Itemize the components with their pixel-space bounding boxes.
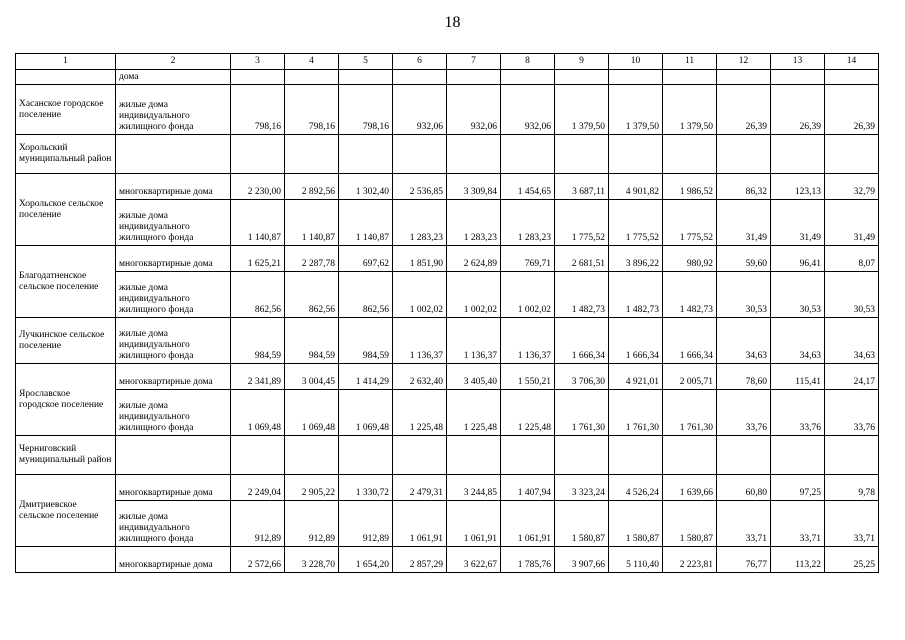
table-row (16, 272, 879, 318)
value-cell (285, 70, 339, 85)
value-cell: 33,71 (771, 501, 825, 547)
value-cell: 1 225,48 (447, 390, 501, 436)
housing-type-cell: многоквартирные дома (116, 246, 231, 272)
value-cell (447, 436, 501, 475)
value-cell: 115,41 (771, 364, 825, 390)
value-cell: 1 140,87 (231, 200, 285, 246)
value-cell: 26,39 (717, 85, 771, 135)
value-cell: 1 986,52 (663, 174, 717, 200)
value-cell: 1 002,02 (393, 272, 447, 318)
table-row (16, 390, 879, 436)
value-cell: 1 666,34 (663, 318, 717, 364)
value-cell: 8,07 (825, 246, 879, 272)
value-cell: 1 061,91 (447, 501, 501, 547)
header-cell: 14 (825, 54, 879, 70)
header-cell: 7 (447, 54, 501, 70)
housing-type-cell: многоквартирные дома (116, 174, 231, 200)
value-cell: 1 283,23 (447, 200, 501, 246)
value-cell (555, 135, 609, 174)
value-cell (339, 436, 393, 475)
value-cell: 2 624,89 (447, 246, 501, 272)
value-cell: 86,32 (717, 174, 771, 200)
settlement-name-cell: Ярославское городское поселение (16, 364, 116, 436)
value-cell: 932,06 (393, 85, 447, 135)
value-cell (231, 135, 285, 174)
housing-type-cell: многоквартирные дома (116, 547, 231, 573)
value-cell (609, 135, 663, 174)
header-cell: 10 (609, 54, 663, 70)
housing-type-cell: жилые дома индивидуального жилищного фонда (116, 390, 231, 436)
table-row (16, 436, 879, 475)
value-cell: 97,25 (771, 475, 825, 501)
value-cell: 1 775,52 (663, 200, 717, 246)
housing-type-cell: многоквартирные дома (116, 364, 231, 390)
table-row (16, 85, 879, 135)
value-cell: 3 622,67 (447, 547, 501, 573)
value-cell: 2 223,81 (663, 547, 717, 573)
value-cell: 78,60 (717, 364, 771, 390)
table-body (16, 70, 879, 573)
table-header (16, 54, 879, 70)
value-cell (339, 135, 393, 174)
value-cell: 1 580,87 (555, 501, 609, 547)
value-cell: 912,89 (231, 501, 285, 547)
value-cell: 34,63 (717, 318, 771, 364)
housing-type-cell: жилые дома индивидуального жилищного фонда (116, 272, 231, 318)
value-cell: 2 681,51 (555, 246, 609, 272)
value-cell: 1 069,48 (285, 390, 339, 436)
value-cell: 1 482,73 (663, 272, 717, 318)
value-cell: 4 526,24 (609, 475, 663, 501)
value-cell: 1 061,91 (393, 501, 447, 547)
value-cell: 3 004,45 (285, 364, 339, 390)
value-cell (825, 436, 879, 475)
value-cell: 798,16 (231, 85, 285, 135)
value-cell: 1 136,37 (501, 318, 555, 364)
value-cell: 1 002,02 (447, 272, 501, 318)
value-cell: 1 069,48 (339, 390, 393, 436)
value-cell: 1 379,50 (663, 85, 717, 135)
value-cell: 1 140,87 (339, 200, 393, 246)
value-cell (339, 70, 393, 85)
value-cell: 59,60 (717, 246, 771, 272)
header-cell: 2 (116, 54, 231, 70)
value-cell (393, 135, 447, 174)
value-cell: 2 287,78 (285, 246, 339, 272)
settlement-name-cell: Хорольский муниципальный район (16, 135, 116, 174)
value-cell (555, 70, 609, 85)
value-cell: 31,49 (771, 200, 825, 246)
value-cell: 9,78 (825, 475, 879, 501)
value-cell: 912,89 (339, 501, 393, 547)
value-cell: 2 479,31 (393, 475, 447, 501)
value-cell: 1 330,72 (339, 475, 393, 501)
value-cell: 1 775,52 (555, 200, 609, 246)
value-cell (231, 70, 285, 85)
value-cell (447, 70, 501, 85)
value-cell: 2 572,66 (231, 547, 285, 573)
table-row (16, 70, 879, 85)
header-cell: 12 (717, 54, 771, 70)
value-cell (663, 436, 717, 475)
value-cell: 96,41 (771, 246, 825, 272)
settlement-name-cell (16, 547, 116, 573)
table-row (16, 200, 879, 246)
value-cell: 2 249,04 (231, 475, 285, 501)
housing-type-cell: жилые дома индивидуального жилищного фонда (116, 85, 231, 135)
value-cell: 862,56 (231, 272, 285, 318)
value-cell: 123,13 (771, 174, 825, 200)
value-cell: 1 654,20 (339, 547, 393, 573)
value-cell: 76,77 (717, 547, 771, 573)
header-cell: 6 (393, 54, 447, 70)
value-cell: 33,76 (825, 390, 879, 436)
header-cell: 9 (555, 54, 609, 70)
table-row (16, 364, 879, 390)
value-cell: 30,53 (825, 272, 879, 318)
value-cell: 33,76 (717, 390, 771, 436)
value-cell: 980,92 (663, 246, 717, 272)
value-cell: 932,06 (501, 85, 555, 135)
value-cell: 4 901,82 (609, 174, 663, 200)
value-cell (501, 135, 555, 174)
housing-type-cell: многоквартирные дома (116, 475, 231, 501)
settlement-name-cell: Хорольское сельское поселение (16, 174, 116, 246)
settlement-name-cell (16, 70, 116, 85)
value-cell (393, 436, 447, 475)
value-cell: 1 666,34 (609, 318, 663, 364)
table-row (16, 547, 879, 573)
value-cell: 3 323,24 (555, 475, 609, 501)
value-cell: 60,80 (717, 475, 771, 501)
value-cell: 984,59 (285, 318, 339, 364)
value-cell: 1 785,76 (501, 547, 555, 573)
value-cell (609, 436, 663, 475)
value-cell: 2 230,00 (231, 174, 285, 200)
value-cell (609, 70, 663, 85)
value-cell: 33,76 (771, 390, 825, 436)
header-cell: 4 (285, 54, 339, 70)
value-cell (555, 436, 609, 475)
header-cell: 8 (501, 54, 555, 70)
value-cell: 3 896,22 (609, 246, 663, 272)
settlement-name-cell: Дмитриевское сельское поселение (16, 475, 116, 547)
value-cell: 862,56 (285, 272, 339, 318)
value-cell (717, 70, 771, 85)
value-cell: 1 550,21 (501, 364, 555, 390)
value-cell: 798,16 (339, 85, 393, 135)
value-cell: 31,49 (825, 200, 879, 246)
value-cell (285, 436, 339, 475)
value-cell (825, 135, 879, 174)
value-cell: 984,59 (339, 318, 393, 364)
value-cell: 1 379,50 (609, 85, 663, 135)
value-cell (231, 436, 285, 475)
value-cell: 1 136,37 (447, 318, 501, 364)
housing-type-cell (116, 436, 231, 475)
header-cell: 13 (771, 54, 825, 70)
value-cell: 26,39 (825, 85, 879, 135)
value-cell: 3 687,11 (555, 174, 609, 200)
value-cell: 1 379,50 (555, 85, 609, 135)
value-cell: 33,71 (825, 501, 879, 547)
value-cell: 1 482,73 (609, 272, 663, 318)
value-cell: 862,56 (339, 272, 393, 318)
value-cell: 1 283,23 (501, 200, 555, 246)
value-cell: 932,06 (447, 85, 501, 135)
value-cell: 1 061,91 (501, 501, 555, 547)
value-cell: 769,71 (501, 246, 555, 272)
value-cell: 1 761,30 (609, 390, 663, 436)
settlement-name-cell: Хасанское городское поселение (16, 85, 116, 135)
value-cell: 1 851,90 (393, 246, 447, 272)
value-cell: 1 761,30 (555, 390, 609, 436)
value-cell: 1 761,30 (663, 390, 717, 436)
header-row (16, 54, 879, 70)
value-cell (663, 70, 717, 85)
value-cell: 34,63 (825, 318, 879, 364)
housing-type-cell: дома (116, 70, 231, 85)
value-cell: 3 405,40 (447, 364, 501, 390)
value-cell: 3 228,70 (285, 547, 339, 573)
value-cell (393, 70, 447, 85)
value-cell: 2 857,29 (393, 547, 447, 573)
value-cell: 1 136,37 (393, 318, 447, 364)
value-cell: 1 407,94 (501, 475, 555, 501)
value-cell: 697,62 (339, 246, 393, 272)
value-cell (825, 70, 879, 85)
value-cell: 1 140,87 (285, 200, 339, 246)
value-cell: 3 706,30 (555, 364, 609, 390)
value-cell: 2 005,71 (663, 364, 717, 390)
housing-type-cell: жилые дома индивидуального жилищного фонда (116, 501, 231, 547)
value-cell (501, 436, 555, 475)
value-cell: 32,79 (825, 174, 879, 200)
value-cell: 798,16 (285, 85, 339, 135)
value-cell: 5 110,40 (609, 547, 663, 573)
value-cell: 3 309,84 (447, 174, 501, 200)
value-cell: 113,22 (771, 547, 825, 573)
value-cell (717, 135, 771, 174)
value-cell: 1 666,34 (555, 318, 609, 364)
value-cell (771, 135, 825, 174)
value-cell: 1 482,73 (555, 272, 609, 318)
value-cell: 1 302,40 (339, 174, 393, 200)
value-cell: 30,53 (771, 272, 825, 318)
page-number: 18 (444, 14, 461, 31)
header-cell: 11 (663, 54, 717, 70)
value-cell: 1 580,87 (663, 501, 717, 547)
value-cell: 24,17 (825, 364, 879, 390)
value-cell: 1 580,87 (609, 501, 663, 547)
table-row (16, 246, 879, 272)
value-cell: 2 632,40 (393, 364, 447, 390)
header-cell: 3 (231, 54, 285, 70)
value-cell: 26,39 (771, 85, 825, 135)
value-cell: 1 414,29 (339, 364, 393, 390)
header-cell: 1 (16, 54, 116, 70)
value-cell: 1 775,52 (609, 200, 663, 246)
settlement-name-cell: Благодатненское сельское поселение (16, 246, 116, 318)
table-row (16, 174, 879, 200)
value-cell (663, 135, 717, 174)
value-cell: 1 069,48 (231, 390, 285, 436)
housing-type-cell (116, 135, 231, 174)
value-cell: 1 639,66 (663, 475, 717, 501)
value-cell: 3 907,66 (555, 547, 609, 573)
value-cell: 33,71 (717, 501, 771, 547)
housing-type-cell: жилые дома индивидуального жилищного фонда (116, 318, 231, 364)
value-cell (501, 70, 555, 85)
value-cell: 2 905,22 (285, 475, 339, 501)
table-row (16, 501, 879, 547)
value-cell: 3 244,85 (447, 475, 501, 501)
table-row (16, 135, 879, 174)
tariff-table (15, 53, 879, 573)
value-cell (771, 436, 825, 475)
value-cell: 30,53 (717, 272, 771, 318)
value-cell: 4 921,01 (609, 364, 663, 390)
table-row (16, 318, 879, 364)
value-cell: 2 341,89 (231, 364, 285, 390)
settlement-name-cell: Лучкинское сельское поселение (16, 318, 116, 364)
value-cell: 1 002,02 (501, 272, 555, 318)
value-cell: 912,89 (285, 501, 339, 547)
value-cell: 25,25 (825, 547, 879, 573)
value-cell: 984,59 (231, 318, 285, 364)
value-cell (717, 436, 771, 475)
table-row (16, 475, 879, 501)
value-cell: 34,63 (771, 318, 825, 364)
settlement-name-cell: Черниговский муниципальный район (16, 436, 116, 475)
value-cell: 2 892,56 (285, 174, 339, 200)
value-cell: 1 225,48 (501, 390, 555, 436)
value-cell (285, 135, 339, 174)
value-cell: 2 536,85 (393, 174, 447, 200)
value-cell: 1 283,23 (393, 200, 447, 246)
value-cell (447, 135, 501, 174)
header-cell: 5 (339, 54, 393, 70)
value-cell: 1 454,65 (501, 174, 555, 200)
value-cell: 1 625,21 (231, 246, 285, 272)
value-cell (771, 70, 825, 85)
value-cell: 31,49 (717, 200, 771, 246)
value-cell: 1 225,48 (393, 390, 447, 436)
housing-type-cell: жилые дома индивидуального жилищного фонда (116, 200, 231, 246)
